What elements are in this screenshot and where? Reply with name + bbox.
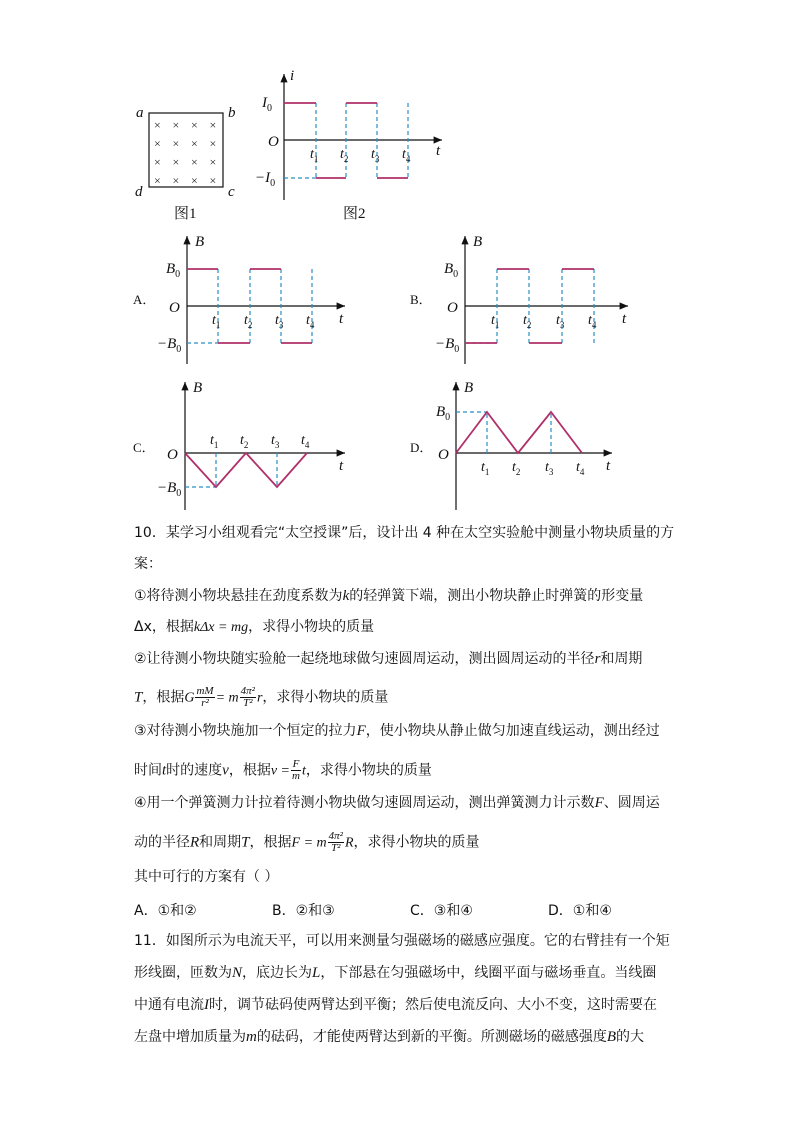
- formula-k-dx-mg: kΔx = mg: [193, 620, 249, 635]
- text: Δx，根据: [134, 619, 194, 635]
- tick-label: $t_1$: [481, 460, 490, 477]
- cross-mark: ×: [191, 173, 198, 188]
- fraction-F-m: [291, 759, 301, 782]
- t-axis-label: t: [606, 458, 611, 474]
- corner-d-label: d: [135, 184, 143, 200]
- cross-mark: ×: [191, 136, 198, 151]
- var-I: I: [204, 997, 209, 1013]
- cross-mark: ×: [154, 118, 161, 132]
- neg-b0-label: $-B_0$: [435, 336, 460, 355]
- tick-label: $t_2$: [512, 460, 521, 477]
- tick-label: $t_1$: [310, 147, 319, 164]
- origin-label: O: [169, 300, 180, 316]
- fraction-mM-r2: [195, 686, 214, 709]
- fraction-4pi2-T2: [240, 686, 256, 709]
- q10-stem-line1: 10．某学习小组观看完“太空授课”后，设计出 4 种在太空实验舱中测量小物块质量的方: [134, 525, 675, 541]
- var-F: F: [594, 795, 604, 811]
- b-triangle-wave: [456, 412, 582, 453]
- q10-option-a[interactable]: A．①和②: [134, 903, 197, 919]
- denominator: T²: [243, 697, 253, 709]
- q11-line2: [134, 965, 656, 981]
- var-v: v: [222, 762, 229, 779]
- tick-label: $t_1$: [210, 433, 219, 450]
- q10-item2-line2: [134, 686, 388, 709]
- text: ，求得小物块的质量: [262, 689, 389, 706]
- text: ，根据: [228, 762, 271, 779]
- var-F: F: [356, 723, 366, 739]
- field-cross-marks: [154, 118, 216, 188]
- b0-label: $B_0$: [166, 261, 181, 280]
- origin-label: O: [167, 447, 178, 463]
- b-axis-label: B: [464, 380, 474, 396]
- text: ，求得小物块的质量: [248, 619, 375, 635]
- cross-mark: ×: [209, 173, 217, 188]
- cross-mark: ×: [209, 118, 217, 132]
- tick-label: $t_2$: [244, 313, 253, 330]
- numerator: 4π²: [328, 830, 343, 842]
- b-axis-label: B: [473, 234, 483, 250]
- var-B: B: [606, 1029, 617, 1045]
- text: ，根据: [249, 834, 292, 851]
- b0-label: $B_0$: [436, 404, 451, 423]
- formula-G: G: [184, 690, 195, 706]
- text: ，根据: [142, 689, 185, 706]
- corner-c-label: c: [228, 184, 235, 200]
- text: 的轻弹簧下端，测出小物块静止时弹簧的形变量: [349, 588, 644, 604]
- neg-b0-label: $-B_0$: [157, 480, 182, 499]
- text: 的砝码，才能使两臂达到新的平衡。所测磁场的磁感强度: [256, 1029, 607, 1045]
- q10-stem-line2: 案：: [134, 556, 162, 572]
- b-axis-label: B: [193, 380, 203, 396]
- formula-F-eq-m: F = m: [291, 835, 327, 851]
- text: ，底边长为: [242, 965, 313, 981]
- t-axis-label: t: [339, 458, 344, 474]
- b0-label: $B_0$: [444, 261, 459, 280]
- option-graph-b: [410, 234, 628, 364]
- corner-b-label: b: [228, 105, 236, 121]
- denominator: m: [292, 770, 300, 782]
- formula-R: R: [344, 835, 354, 851]
- var-N: N: [232, 965, 243, 981]
- formula-eq-m: = m: [215, 690, 239, 706]
- cross-mark: ×: [154, 155, 161, 169]
- text: 动的半径: [134, 834, 190, 851]
- option-graph-label: A．: [133, 292, 156, 307]
- q11-line1: 11．如图所示为电流天平，可以用来测量匀强磁场的磁感应强度。它的右臂挂有一个矩: [134, 933, 670, 949]
- tick-label: $t_4$: [301, 433, 310, 450]
- text: 时，调节砝码使两臂达到平衡；然后使电流反向、大小不变，这时需要在: [209, 997, 657, 1013]
- tick-label: $t_4$: [402, 147, 411, 164]
- option-graph-c: [133, 380, 345, 510]
- text: ④用一个弹簧测力计拉着待测小物块做匀速圆周运动，测出弹簧测力计示数: [134, 795, 595, 811]
- numerator: F: [292, 758, 300, 770]
- option-graph-label: C．: [133, 440, 155, 455]
- text: ，求得小物块的质量: [305, 762, 432, 779]
- tick-label: $t_3$: [271, 433, 280, 450]
- cross-mark: ×: [209, 155, 217, 169]
- cross-mark: ×: [172, 118, 180, 132]
- var-R: R: [190, 834, 200, 851]
- q10-item3-line1: [134, 723, 660, 739]
- q11-line4: [134, 1029, 644, 1045]
- text: ，下部悬在匀强磁场中，线圈平面与磁场垂直。当线圈: [320, 965, 657, 981]
- text: ③对待测小物块施加一个恒定的拉力: [134, 723, 357, 739]
- formula-v-eq: v =: [270, 763, 291, 779]
- figure-2-caption: 图2: [343, 206, 366, 222]
- denominator: r²: [201, 697, 209, 709]
- text: ，使小物块从静止做匀加速直线运动，测出经过: [365, 723, 660, 739]
- var-L: L: [312, 965, 321, 981]
- option-graphs: [133, 234, 628, 510]
- cross-mark: ×: [154, 173, 161, 188]
- tick-label: $t_1$: [491, 313, 500, 330]
- q10-item2-line1: [134, 651, 642, 667]
- tick-label: $t_4$: [306, 313, 315, 330]
- q10-item4-line2: [134, 831, 480, 854]
- q11-line3: [134, 997, 657, 1013]
- fig2-i0-label: $I_0$: [262, 95, 272, 114]
- q10-option-b[interactable]: B．②和③: [272, 903, 335, 919]
- figure-1-caption: 图1: [174, 206, 197, 222]
- cross-mark: ×: [154, 136, 161, 151]
- cross-mark: ×: [172, 173, 180, 188]
- fig2-tick-labels: [310, 147, 411, 164]
- text: 形线圈，匝数为: [134, 965, 232, 981]
- q10-option-d[interactable]: D．①和④: [548, 903, 612, 919]
- q10-item1-line1: [134, 588, 643, 604]
- tick-label: $t_3$: [275, 313, 284, 330]
- text: 时间: [134, 762, 162, 779]
- var-T: T: [134, 689, 143, 706]
- denominator: T²: [331, 842, 341, 854]
- q10-item3-line2: [134, 759, 432, 782]
- var-T: T: [241, 834, 250, 851]
- cross-mark: ×: [172, 155, 180, 169]
- tick-label: $t_4$: [588, 313, 597, 330]
- cross-mark: ×: [209, 136, 217, 151]
- tick-label: $t_3$: [371, 147, 380, 164]
- fraction-4pi2-T2: [328, 831, 344, 854]
- text: 和周期: [199, 834, 242, 851]
- tick-label: $t_2$: [523, 313, 532, 330]
- q10-item4-line1: [134, 795, 660, 811]
- tick-label: $t_2$: [240, 433, 249, 450]
- b-axis-label: B: [195, 234, 205, 250]
- option-graph-d: [410, 380, 612, 510]
- fig2-neg-i0-label: $-I_0$: [255, 170, 276, 189]
- tick-label: $t_4$: [576, 460, 585, 477]
- formula-r: r: [256, 690, 263, 706]
- figures-canvas: [0, 0, 794, 520]
- var-m: m: [246, 1029, 257, 1045]
- numerator: mM: [196, 685, 214, 697]
- tick-label: $t_3$: [556, 313, 565, 330]
- fig2-i-label: i: [290, 68, 295, 84]
- cross-mark: ×: [191, 118, 198, 132]
- origin-label: O: [438, 447, 449, 463]
- cross-mark: ×: [191, 155, 198, 169]
- var-t: t: [162, 762, 167, 779]
- option-graph-label: B．: [410, 292, 432, 307]
- tick-label: $t_3$: [545, 460, 554, 477]
- text: 的大: [616, 1029, 645, 1045]
- neg-b0-label: $-B_0$: [157, 336, 182, 355]
- text: 、圆周运: [603, 795, 660, 811]
- text: ，求得小物块的质量: [353, 834, 480, 851]
- formula-t: t: [301, 763, 306, 779]
- t-axis-label: t: [622, 311, 627, 327]
- fig2-origin: O: [268, 134, 279, 150]
- tick-label: $t_1$: [212, 313, 221, 330]
- option-graph-label: D．: [410, 440, 433, 455]
- var-k: k: [342, 588, 350, 604]
- text: 时的速度: [166, 762, 223, 779]
- origin-label: O: [447, 300, 458, 316]
- numerator: 4π²: [240, 685, 255, 697]
- var-r: r: [594, 651, 601, 667]
- text: 左盘中增加质量为: [134, 1029, 246, 1045]
- q10-item1-line2: [134, 619, 374, 636]
- tick-label: $t_2$: [340, 147, 349, 164]
- fig2-t-label: t: [436, 143, 441, 159]
- text: 中通有电流: [134, 997, 204, 1013]
- text: ①将待测小物块悬挂在劲度系数为: [134, 588, 343, 604]
- text: ②让待测小物块随实验舱一起绕地球做匀速圆周运动，测出圆周运动的半径: [134, 651, 595, 667]
- option-graph-a: [133, 234, 345, 364]
- figure-1-magnetic-field: [135, 105, 236, 222]
- q10-prompt: 其中可行的方案有（ ）: [134, 869, 279, 885]
- text: 和周期: [600, 651, 643, 667]
- q10-option-c[interactable]: C．③和④: [410, 903, 473, 919]
- corner-a-label: a: [136, 105, 144, 121]
- t-axis-label: t: [339, 311, 344, 327]
- figure-2-current-graph: [255, 68, 442, 222]
- b-triangle-wave: [185, 453, 307, 487]
- cross-mark: ×: [172, 136, 180, 151]
